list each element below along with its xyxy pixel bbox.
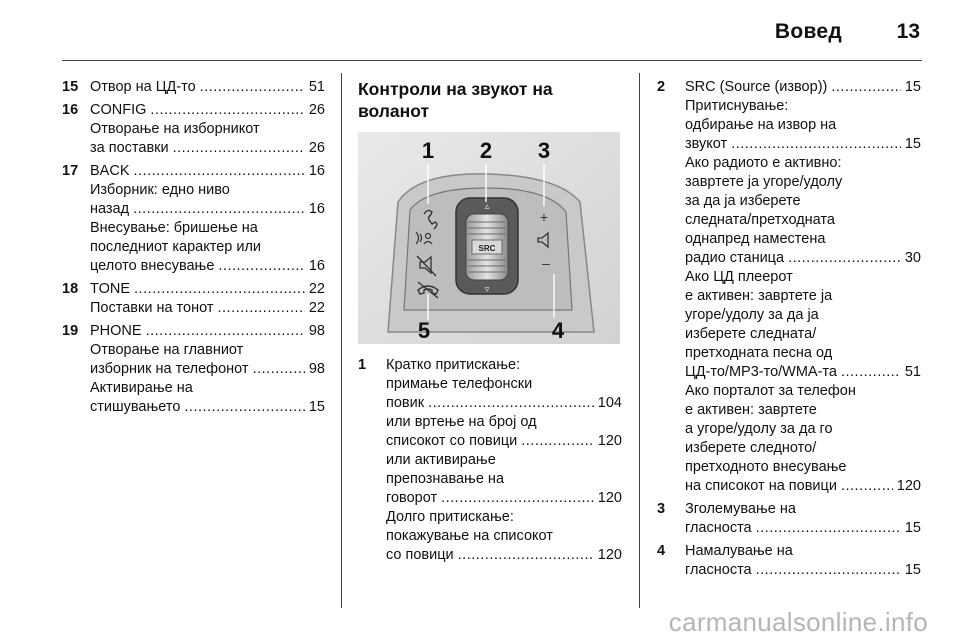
entry-line (386, 489, 622, 508)
entry-line (90, 398, 325, 417)
entry-text: е активен: завртете (685, 402, 817, 418)
entry-line (685, 363, 921, 382)
entry-text: претходната песна од (685, 345, 833, 361)
leader-dots (441, 489, 594, 508)
entry-line (685, 287, 921, 306)
up-arrow-icon: ▵ (484, 201, 490, 211)
entry-line (90, 200, 325, 219)
page-reference: 26 (308, 102, 325, 118)
leader-dots (218, 299, 305, 318)
entry-text: на списокот на повици (685, 478, 837, 494)
entry-text: препознавање на (386, 471, 505, 487)
page-reference: 120 (597, 433, 622, 449)
leader-dots (458, 546, 594, 565)
entry-line (685, 477, 921, 496)
index-entry (657, 542, 921, 580)
entry-text: PHONE (90, 323, 142, 339)
callout-4: 4 (551, 318, 565, 343)
leader-dots (133, 200, 305, 219)
steering-wheel-controls-illustration (358, 132, 620, 344)
entry-text: а угоре/удолу за да го (685, 421, 833, 437)
left-column (62, 78, 325, 421)
leader-dots (428, 394, 594, 413)
entry-line (90, 379, 325, 398)
entry-line (685, 344, 921, 363)
leader-dots (841, 477, 893, 496)
entry-line (685, 561, 921, 580)
middle-entries (358, 356, 622, 565)
entry-line (386, 546, 622, 565)
callout-1: 1 (421, 138, 435, 163)
page-reference: 104 (597, 395, 622, 411)
page-reference: 15 (904, 136, 921, 152)
entry-line (90, 257, 325, 276)
entry-line (685, 116, 921, 135)
entry-line (685, 519, 921, 538)
callout-2: 2 (479, 138, 493, 163)
page-reference: 26 (308, 140, 325, 156)
index-entry (62, 101, 325, 158)
page-number: 13 (896, 20, 920, 43)
entry-number: 2 (657, 79, 666, 95)
column-divider-left (341, 73, 342, 608)
entry-line (685, 211, 921, 230)
entry-text: Изборник: едно ниво (90, 182, 230, 198)
entry-text: изберете следната/ (685, 326, 817, 342)
leader-dots (756, 561, 901, 580)
leader-dots (200, 78, 305, 97)
section-title: Контроли на звукот на воланот (358, 79, 553, 121)
page-header (0, 0, 960, 62)
entry-text: Ако радиото е активно: (685, 155, 842, 171)
entry-text: Отвор на ЦД-то (90, 79, 196, 95)
right-column (657, 78, 921, 584)
entry-text: Отворање на изборникот (90, 121, 260, 137)
entry-line (90, 139, 325, 158)
leader-dots (146, 322, 305, 341)
page-reference: 16 (308, 201, 325, 217)
entry-line (90, 78, 325, 97)
entry-text: SRC (Source (извор)) (685, 79, 828, 95)
entry-text: целото внесување (90, 258, 215, 274)
entry-line (685, 173, 921, 192)
entry-line (685, 230, 921, 249)
page-reference: 15 (904, 520, 921, 536)
middle-column (358, 78, 622, 569)
page-reference: 51 (308, 79, 325, 95)
entry-text: BACK (90, 163, 130, 179)
entry-text: Внесување: бришење на (90, 220, 258, 236)
down-arrow-icon: ▿ (484, 284, 490, 294)
entry-number: 18 (62, 281, 79, 297)
entry-text: за поставки (90, 140, 169, 156)
leader-dots (756, 519, 901, 538)
page-reference: 30 (904, 250, 921, 266)
entry-line (90, 238, 325, 257)
leader-dots (218, 257, 304, 276)
entry-text: Долго притискање: (386, 509, 514, 525)
page-reference: 15 (904, 562, 921, 578)
entry-text: Ако порталот за телефон (685, 383, 856, 399)
entry-number: 1 (358, 357, 367, 373)
entry-text: е активен: завртете ја (685, 288, 833, 304)
volume-up-label: + (539, 209, 549, 225)
entry-text: или вртење на број од (386, 414, 537, 430)
entry-line (685, 268, 921, 287)
leader-dots (134, 280, 305, 299)
leader-dots (731, 135, 901, 154)
entry-text: Притиснување: (685, 98, 789, 114)
index-entry (62, 162, 325, 276)
entry-line (90, 341, 325, 360)
index-entry (657, 78, 921, 496)
entry-line (90, 322, 325, 341)
entry-text: звукот (685, 136, 728, 152)
callout-5: 5 (417, 318, 431, 343)
page-reference: 16 (308, 163, 325, 179)
entry-number: 4 (657, 543, 666, 559)
leader-dots (173, 139, 305, 158)
entry-line (386, 527, 622, 546)
entry-line (685, 154, 921, 173)
entry-line (386, 470, 622, 489)
header-divider (62, 60, 922, 61)
leader-dots (841, 363, 901, 382)
leader-dots (521, 432, 594, 451)
entry-line (90, 101, 325, 120)
entry-text: изберете следното/ (685, 440, 817, 456)
entry-line (685, 249, 921, 268)
entry-text: Отворање на главниот (90, 342, 244, 358)
leader-dots (788, 249, 901, 268)
index-entry (657, 500, 921, 538)
entry-text: или активирање (386, 452, 496, 468)
entry-text: стишувањето (90, 399, 181, 415)
leader-dots (150, 101, 304, 120)
index-entry (62, 280, 325, 318)
entry-text: за да ја изберете (685, 193, 801, 209)
entry-text: радио станица (685, 250, 785, 266)
entry-text: списокот со повици (386, 433, 518, 449)
entry-text: гласноста (685, 562, 752, 578)
entry-number: 19 (62, 323, 79, 339)
entry-text: назад (90, 201, 130, 217)
page-title: Вовед (774, 20, 842, 43)
entry-text: однапред наместена (685, 231, 826, 247)
entry-line (685, 500, 921, 519)
entry-line (386, 432, 622, 451)
leader-dots (831, 78, 901, 97)
entry-line (90, 360, 325, 379)
entry-line (386, 413, 622, 432)
entry-text: следната/претходната (685, 212, 835, 228)
steering-wheel-controls-figure (358, 132, 620, 344)
index-entry (62, 78, 325, 97)
page-reference: 51 (904, 364, 921, 380)
entry-line (685, 439, 921, 458)
entry-line (386, 451, 622, 470)
page-reference: 120 (896, 478, 921, 494)
page-reference: 98 (308, 323, 325, 339)
entry-text: TONE (90, 281, 131, 297)
entry-text: говорот (386, 490, 438, 506)
entry-line (685, 97, 921, 116)
entry-line (685, 135, 921, 154)
entry-number: 16 (62, 102, 79, 118)
entry-text: Поставки на тонот (90, 300, 214, 316)
entry-line (685, 420, 921, 439)
page-reference: 15 (904, 79, 921, 95)
column-divider-right (639, 73, 640, 608)
entry-text: Ако ЦД плеерот (685, 269, 793, 285)
entry-line (90, 120, 325, 139)
page-reference: 120 (597, 490, 622, 506)
entry-line (685, 382, 921, 401)
index-entry (358, 356, 622, 565)
entry-text: изборник на телефонот (90, 361, 249, 377)
entry-number: 17 (62, 163, 79, 179)
entry-text: CONFIG (90, 102, 147, 118)
entry-text: завртете ја угоре/удолу (685, 174, 843, 190)
page-reference: 15 (308, 399, 325, 415)
entry-text: претходното внесување (685, 459, 847, 475)
entry-line (386, 508, 622, 527)
entry-text: повик (386, 395, 425, 411)
page-reference: 16 (308, 258, 325, 274)
entry-text: одбирање на извор на (685, 117, 837, 133)
page-reference: 98 (308, 361, 325, 377)
entry-number: 15 (62, 79, 79, 95)
entry-text: со повици (386, 547, 454, 563)
entry-number: 3 (657, 501, 666, 517)
entry-text: угоре/удолу за да ја (685, 307, 819, 323)
entry-line (90, 299, 325, 318)
entry-line (90, 219, 325, 238)
entry-text: Активирање на (90, 380, 193, 396)
entry-text: примање телефонски (386, 376, 533, 392)
volume-down-label: – (542, 255, 550, 271)
entry-line (685, 401, 921, 420)
entry-line (685, 458, 921, 477)
entry-text: последниот карактер или (90, 239, 262, 255)
entry-text: Намалување на (685, 543, 793, 559)
entry-text: гласноста (685, 520, 752, 536)
entry-line (90, 162, 325, 181)
entry-line (685, 192, 921, 211)
entry-line (386, 356, 622, 375)
entry-line (386, 375, 622, 394)
page-reference: 22 (308, 300, 325, 316)
entry-line (90, 280, 325, 299)
watermark: carmanualsonline.info (668, 607, 928, 637)
page-reference: 120 (597, 547, 622, 563)
entry-line (685, 542, 921, 561)
entry-text: Кратко притискање: (386, 357, 521, 373)
entry-text: ЦД-то/MP3-то/WMA-та (685, 364, 837, 380)
entry-line (386, 394, 622, 413)
leader-dots (253, 360, 305, 379)
callout-3: 3 (537, 138, 551, 163)
entry-text: Зголемување на (685, 501, 796, 517)
index-entry (62, 322, 325, 417)
entry-line (685, 306, 921, 325)
entry-text: покажување на списокот (386, 528, 553, 544)
entry-line (685, 78, 921, 97)
src-button-label: SRC (478, 244, 496, 253)
entry-line (90, 181, 325, 200)
leader-dots (184, 398, 304, 417)
leader-dots (134, 162, 305, 181)
entry-line (685, 325, 921, 344)
page-reference: 22 (308, 281, 325, 297)
